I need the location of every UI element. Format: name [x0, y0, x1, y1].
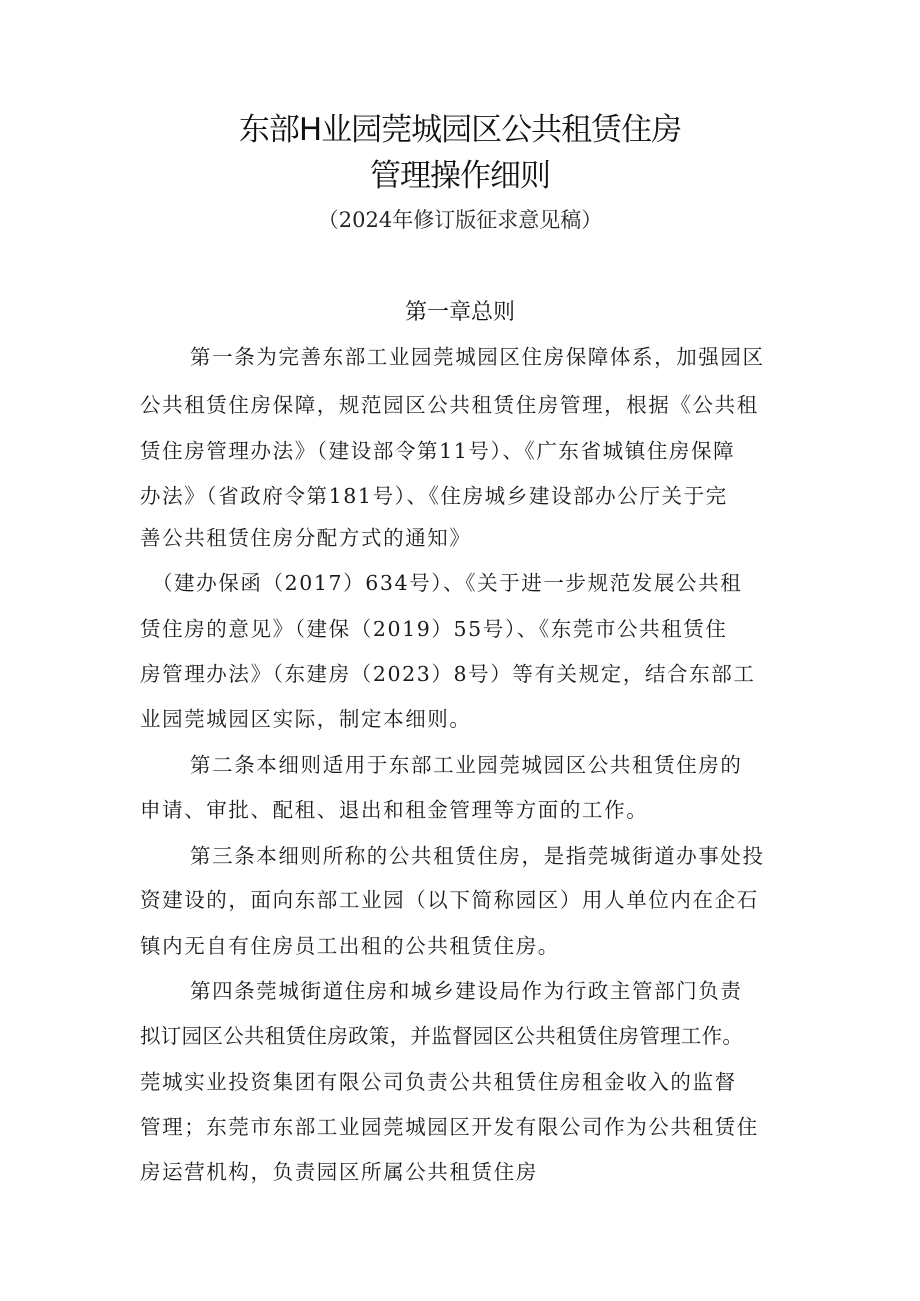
article-4-line-5: 房运营机构，负责园区所属公共租赁住房 [140, 1160, 538, 1184]
document-title-line-2: 管理操作细则 [370, 158, 550, 194]
article-1-line-5: 善公共租赁住房分配方式的通知》 [140, 526, 472, 550]
article-1-line-4: 办法》（省政府令第181号）、《住房城乡建设部办公厅关于完 [140, 484, 728, 508]
article-1-line-1: 第一条为完善东部工业园莞城园区住房保障体系，加强园区 [190, 345, 765, 369]
article-2-line-1: 第二条本细则适用于东部工业园莞城园区公共租赁住房的 [190, 753, 743, 777]
article-1-line-2: 公共租赁住房保障，规范园区公共租赁住房管理，根据《公共租 [140, 393, 759, 417]
article-1-line-8: 房管理办法》（东建房（2023）8号）等有关规定，结合东部工 [140, 662, 756, 686]
chapter-heading: 第一章总则 [404, 300, 515, 325]
document-subtitle: （2024年修订版征求意见稿） [317, 208, 603, 232]
article-1-line-7: 赁住房的意见》（建保（2019）55号）、《东莞市公共租赁住 [140, 617, 728, 641]
article-4-line-1: 第四条莞城街道住房和城乡建设局作为行政主管部门负责 [190, 979, 743, 1003]
document-title-line-1: 东部H业园莞城园区公共租赁住房 [238, 112, 682, 148]
article-1-line-3: 赁住房管理办法》（建设部令第11号）、《广东省城镇住房保障 [140, 439, 736, 463]
article-1-line-9: 业园莞城园区实际，制定本细则。 [140, 707, 472, 731]
article-4-line-2: 拟订园区公共租赁住房政策，并监督园区公共租赁住房管理工作。 [140, 1024, 744, 1048]
article-3-line-1: 第三条本细则所称的公共租赁住房，是指莞城街道办事处投 [190, 844, 765, 868]
article-1-line-6: （建办保函（2017）634号）、《关于进一步规范发展公共租 [152, 571, 743, 595]
article-3-line-3: 镇内无自有住房员工出租的公共租赁住房。 [140, 934, 560, 958]
article-4-line-3: 莞城实业投资集团有限公司负责公共租赁住房租金收入的监督 [140, 1070, 737, 1094]
article-2-line-2: 申请、审批、配租、退出和租金管理等方面的工作。 [140, 798, 649, 822]
article-3-line-2: 资建设的，面向东部工业园（以下简称园区）用人单位内在企石 [140, 888, 759, 912]
article-4-line-4: 管理；东莞市东部工业园莞城园区开发有限公司作为公共租赁住 [140, 1115, 759, 1139]
